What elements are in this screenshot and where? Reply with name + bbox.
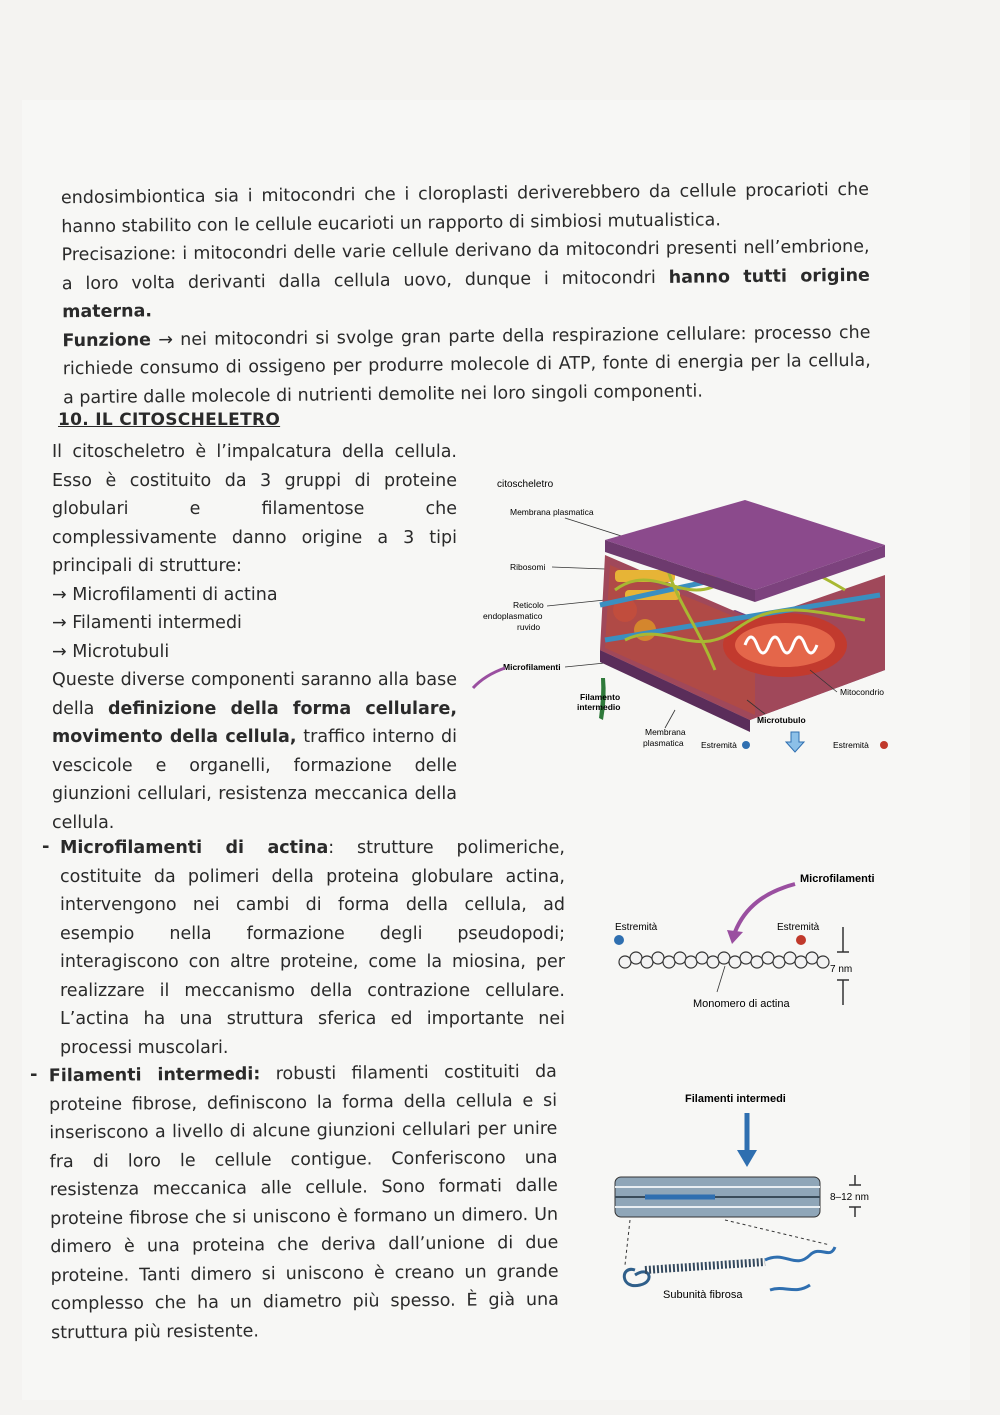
monomero-label: Monomero di actina (693, 998, 790, 1010)
intro-p2-bold: hanno tutti origine materna. (62, 265, 870, 323)
size-label: 8–12 nm (830, 1192, 869, 1203)
label-membrana-b2: plasmatica (643, 738, 684, 748)
citoscheletro-text (52, 438, 457, 837)
microfilamenti-text: : strutture polimeriche, costituite da polimeri della proteina globulare actina, intervengono nei cambi di forma della cellula, ad esempio nella formazione degli pseudopodi; interagiscono con altre proteine, come la miosina, per realizzare il meccanismo della contrazione cellulare. L’actina ha una struttura sferica ed importante nei processi muscolari. (60, 838, 565, 1058)
citoscheletro-outro (52, 666, 457, 837)
fiber-tail (770, 1285, 810, 1290)
plus-end-icon (796, 935, 806, 945)
estremita-left: Estremità (615, 922, 658, 933)
leader-line (665, 710, 675, 728)
intro-paragraph-2 (61, 233, 870, 327)
outro-text-c: traffico interno di vescicole e organelli, formazione delle giunzioni cellulari, resistenza meccanica della cellula. (52, 727, 458, 833)
outro-text-a: Queste diverse componenti saranno alla base della (52, 670, 457, 719)
minus-end-icon (614, 935, 624, 945)
label-estremita-neg: Estremità (701, 740, 737, 750)
label-microtubulo: Microtubulo (757, 715, 806, 725)
filamenti-text: robusti filamenti costituiti da proteine fibrose, definiscono la forma della cellula e si inseriscono a livello di alcune giunzioni cellulari per unire fra di loro le cellule contigue. Conferiscono una resistenza meccanica alle cellule. Sono formati dalle proteine fibrose che si uniscono è formano un dimero. Un dimero è una proteina che deriva dall’unione di due proteine. Tanti dimero si uniscono è creano un grande complesso che ha un diametro più spesso. È già una struttura più resistente. (49, 1061, 559, 1343)
intro-p2-text: Precisazione: i mitocondri delle varie cellule derivano da mitocondri presenti nell’embrione, a loro volta derivanti dalla cellula uovo, dunque i mitocondri (61, 236, 870, 294)
citoscheletro-intro: Il citoscheletro è l’impalcatura della cellula. Esso è costituito da 3 gruppi di proteine globulari e filamentose che complessivamente danno origine a 3 tipi principali di strutture: (52, 442, 457, 576)
actin-chain (619, 952, 829, 968)
section-heading: 10. IL CITOSCHELETRO (58, 410, 281, 430)
microtubule-arrow-icon (786, 732, 804, 752)
microfilament-sample (473, 668, 505, 688)
size-label: 7 nm (830, 964, 853, 975)
arrow-head-icon (737, 1150, 757, 1167)
label-estremita-pos: Estremità (833, 740, 869, 750)
label-membrana-top: Membrana plasmatica (510, 507, 594, 517)
intermediate-filament-figure (605, 1085, 895, 1310)
intro-paragraph-1: endosimbiontica sia i mitocondri che i cloroplasti deriverebbero da cellule procarioti che hanno stabilito con le cellule eucarioti un rapporto di simbiosi mutualistica. (60, 179, 870, 237)
list-item: → Microtubuli (52, 641, 170, 662)
label-reticolo-1: Reticolo (513, 600, 544, 610)
cytoskeleton-figure (465, 470, 895, 770)
fig2-title: Microfilamenti (800, 873, 875, 885)
label-membrana-b1: Membrana (645, 727, 686, 737)
microfilamenti-title: Microfilamenti di actina (60, 838, 329, 858)
estremita-right: Estremità (777, 922, 820, 933)
leader-line (547, 600, 605, 606)
bullet-dash: - (42, 836, 50, 857)
mitochondrion-inner (735, 623, 835, 667)
label-filamento-1: Filamento (580, 692, 621, 702)
label-microfilamenti: Microfilamenti (503, 662, 561, 672)
fig3-title: Filamenti intermedi (685, 1093, 786, 1105)
arrow-head-icon (727, 930, 743, 944)
funzione-arrow: → (158, 329, 174, 350)
minus-end-icon (742, 741, 750, 749)
plus-end-icon (880, 741, 888, 749)
outro-bold: definizione della forma cellulare, movimento della cellula, (52, 698, 457, 747)
leader-line (717, 966, 725, 992)
funzione-label: Funzione (62, 329, 152, 351)
funzione-text: nei mitocondri si svolge gran parte della respirazione cellulare: processo che richiede consumo di ossigeno per produrre molecole di ATP, fonte di energia per la cellula, a partire dalle molecole di nutrienti demolite nei loro singoli componenti. (62, 322, 871, 408)
zoom-line (625, 1220, 630, 1265)
microfilamenti-paragraph (60, 834, 565, 1062)
fiber-tail (765, 1247, 835, 1261)
intro-text (61, 176, 871, 412)
microfilament-figure (605, 862, 895, 1022)
fig1-title: citoscheletro (497, 479, 554, 490)
leader-line (552, 567, 605, 569)
label-filamento-2: intermedio (577, 702, 621, 712)
intro-paragraph-3 (62, 318, 871, 412)
label-ribosomi: Ribosomi (510, 562, 546, 572)
filamenti-title: Filamenti intermedi: (48, 1064, 261, 1087)
label-reticolo-2: endoplasmatico (483, 611, 543, 621)
zoom-line (725, 1220, 830, 1245)
label-mitocondrio: Mitocondrio (840, 687, 884, 697)
list-item: → Filamenti intermedi (52, 613, 242, 633)
fibrous-subunit (645, 1262, 765, 1270)
list-item: → Microfilamenti di actina (52, 584, 278, 605)
label-reticolo-3: ruvido (517, 622, 541, 632)
filamenti-paragraph (49, 1058, 559, 1347)
bullet-dash: - (30, 1064, 38, 1085)
subunita-label: Subunità fibrosa (663, 1289, 743, 1301)
structures-list (52, 581, 457, 667)
